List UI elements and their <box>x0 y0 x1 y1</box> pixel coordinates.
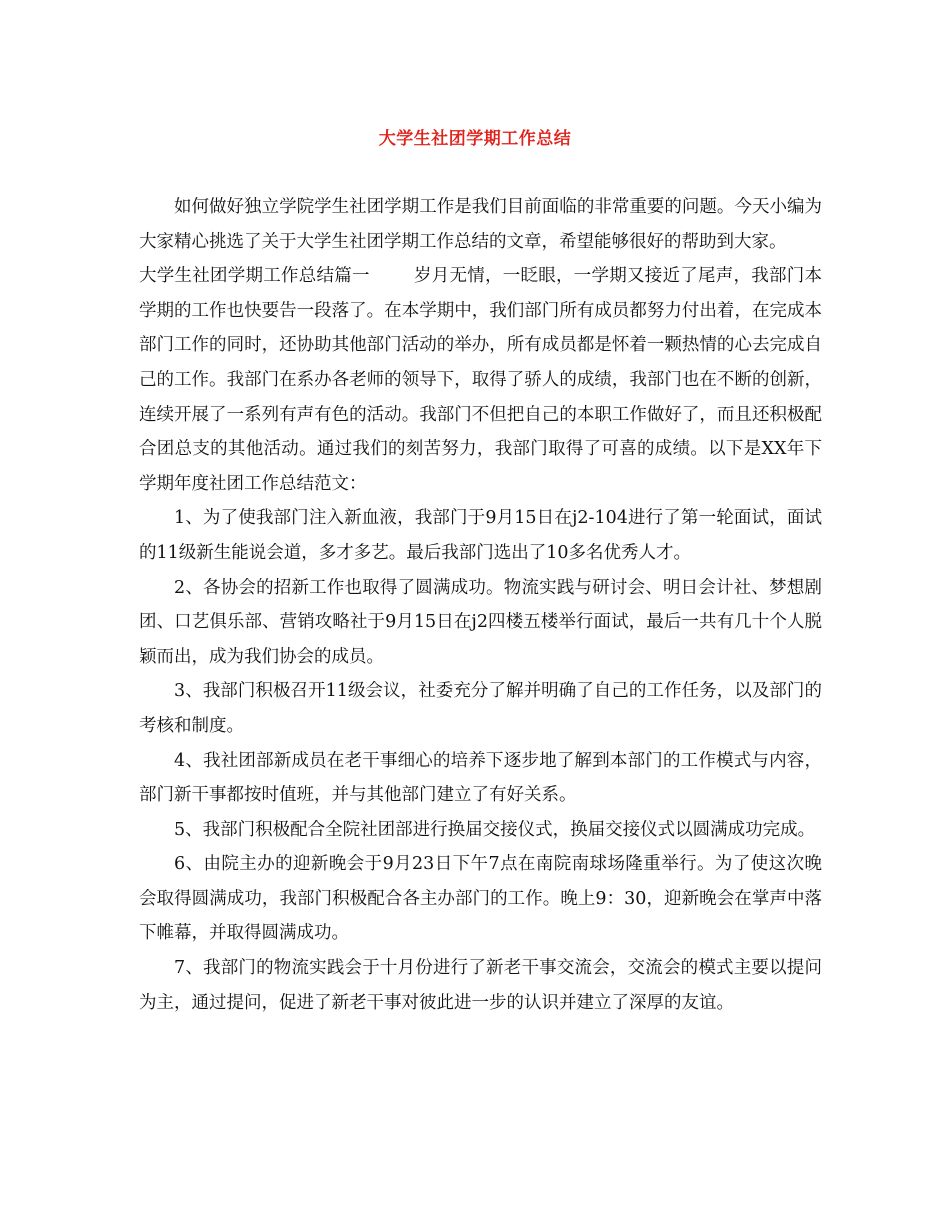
list-item-1: 1、为了使我部门注入新血液，我部门于9月15日在j2-104进行了第一轮面试，面试的11级新生能说会道，多才多艺。最后我部门选出了10多名优秀人才。 <box>139 508 822 563</box>
list-item-5: 5、我部门积极配合全院社团部进行换届交接仪式，换届交接仪式以圆满成功完成。 <box>174 819 816 840</box>
document-body <box>139 190 822 1020</box>
intro-paragraph: 如何做好独立学院学生社团学期工作是我们目前面临的非常重要的问题。今天小编为大家精心挑选了关于大学生社团学期工作总结的文章，希望能够很好的帮助到大家。 <box>139 197 822 252</box>
section-paragraph <box>139 259 822 501</box>
document-title: 大学生社团学期工作总结 <box>378 129 572 149</box>
list-item-6: 6、由院主办的迎新晚会于9月23日下午7点在南院南球场隆重举行。为了使这次晚会取得圆满成功，我部门积极配合各主办部门的工作。晚上9：30，迎新晚会在掌声中落下帷幕，并取得圆满成功。 <box>139 854 822 944</box>
list-item-4: 4、我社团部新成员在老干事细心的培养下逐步地了解到本部门的工作模式与内容，部门新干事都按时值班，并与其他部门建立了有好关系。 <box>139 750 822 806</box>
list-item-2: 2、各协会的招新工作也取得了圆满成功。物流实践与研讨会、明日会计社、梦想剧团、口艺俱乐部、营销攻略社于9月15日在j2四楼五楼举行面试，最后一共有几十个人脱颖而出，成为我们协会的成员。 <box>139 577 822 667</box>
list-item-3: 3、我部门积极召开11级会议，社委充分了解并明确了自己的工作任务，以及部门的考核和制度。 <box>139 681 822 736</box>
list-item-7: 7、我部门的物流实践会于十月份进行了新老干事交流会，交流会的模式主要以提问为主，通过提问，促进了新老干事对彼此进一步的认识并建立了深厚的友谊。 <box>139 958 822 1013</box>
section-heading: 大学生社团学期工作总结篇一 <box>139 266 370 287</box>
section-text: 岁月无情，一眨眼，一学期又接近了尾声，我部门本学期的工作也快要告一段落了。在本学期中，我们部门所有成员都努力付出着，在完成本部门工作的同时，还协助其他部门活动的举办，所有成员都是怀着一颗热情的心去完成自己的工作。我部门在系办各老师的领导下，取得了骄人的成绩，我部门也在不断的创新，连续开展了一系列有声有色的活动。我部门不但把自己的本职工作做好了，而且还积极配合团总支的其他活动。通过我们的刻苦努力，我部门取得了可喜的成绩。以下是XX年下学期年度社团工作总结范文： <box>139 266 822 494</box>
